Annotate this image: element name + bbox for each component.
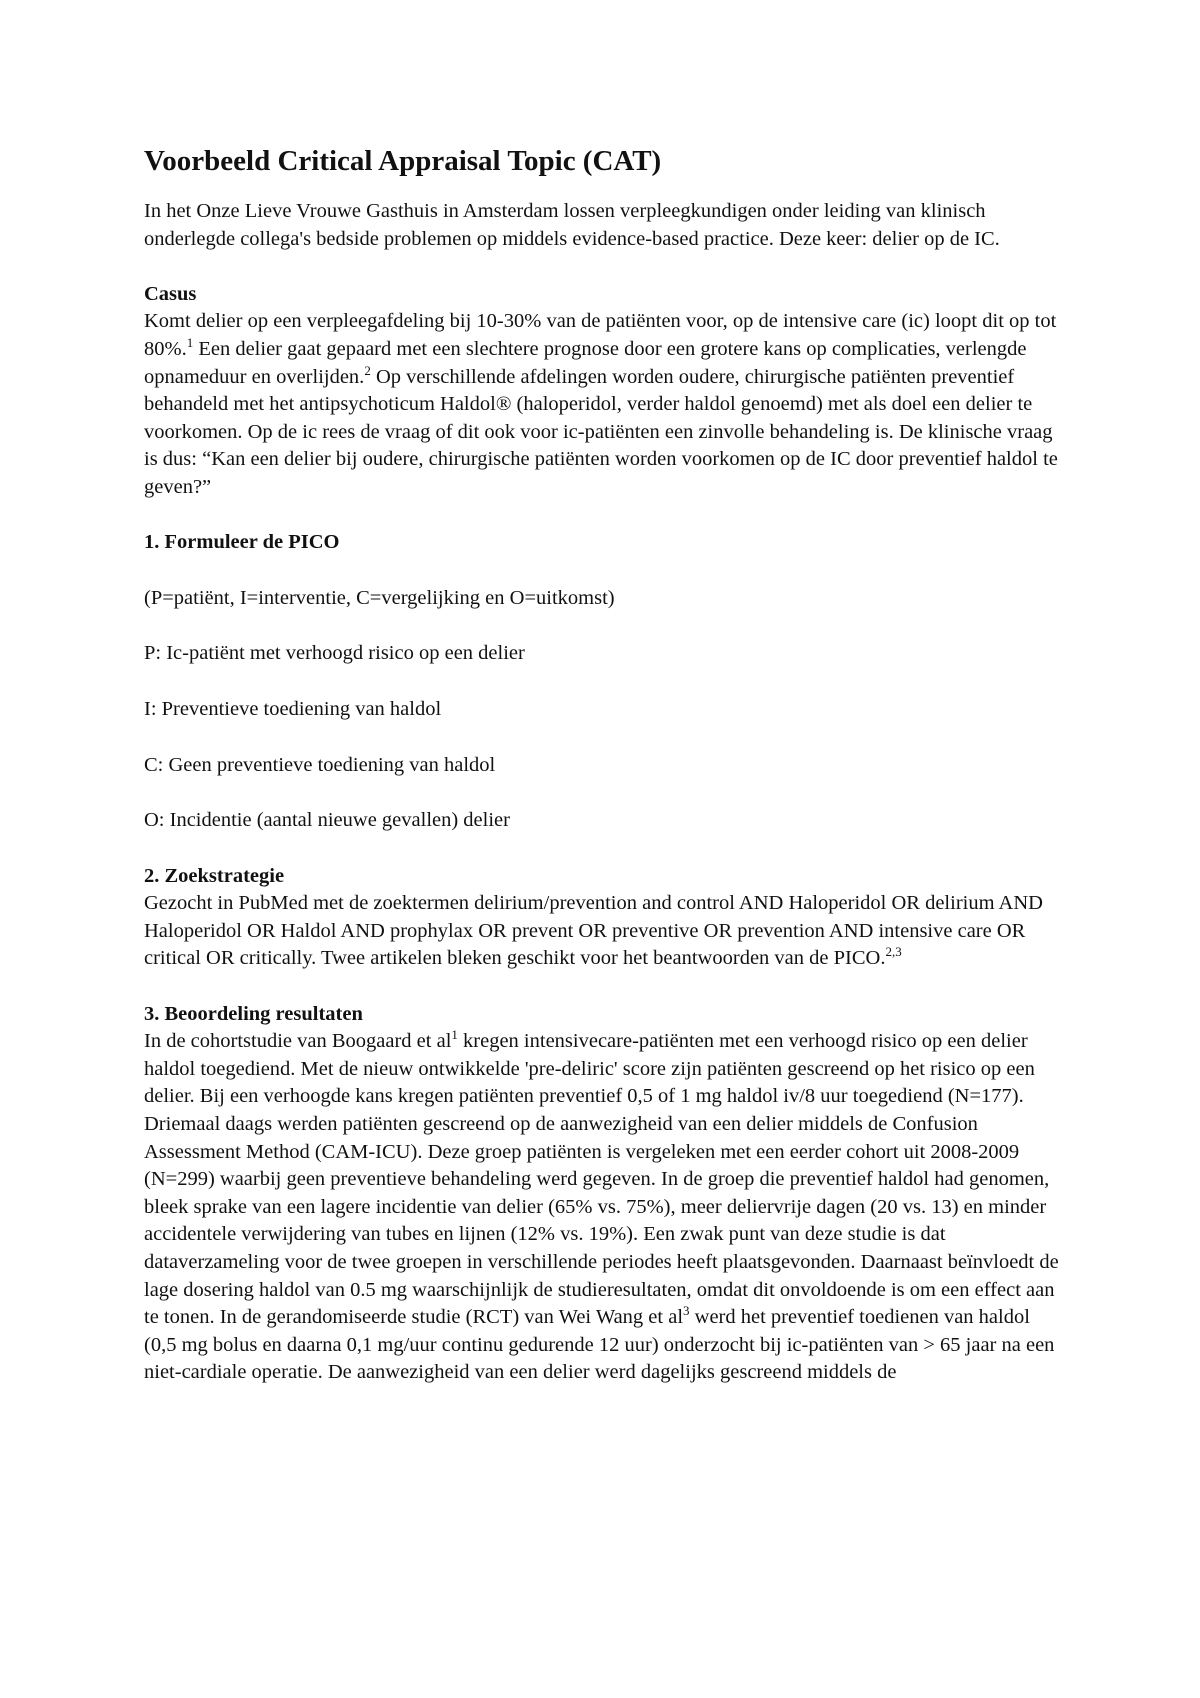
beoordeling-text-1: In de cohortstudie van Boogaard et al — [144, 1030, 452, 1053]
zoekstrategie-paragraph — [144, 890, 1060, 973]
footnote-ref-2: 2 — [364, 362, 371, 378]
document-page — [144, 143, 1060, 1387]
pico-p: P: Ic-patiënt met verhoogd risico op een delier — [144, 642, 525, 665]
footnote-ref-1b: 1 — [451, 1027, 458, 1043]
casus-text-3: Op verschillende afdelingen worden oudere, chirurgische patiënten preventief behandeld met het antipsychoticum Haldol® (haloperidol, verder haldol genoemd) met als doel een delier te voorkomen. Op de ic rees de vraag of dit ook voor ic-patiënten een zinvolle behandeling is. De klinische vraag is dus: “Kan een delier bij oudere, chirurgische patiënten worden voorkomen op de IC door preventief haldol te geven?” — [144, 365, 1058, 498]
footnote-ref-3: 3 — [683, 1303, 690, 1319]
casus-heading: Casus — [144, 282, 197, 305]
beoordeling-text-2: kregen intensivecare-patiënten met een verhoogd risico op een delier haldol toegediend. Met de nieuw ontwikkelde 'pre-deliric' score zijn patiënten gescreend op het risico op een delier. Bij een verhoogde kans kregen patiënten preventief 0,5 of 1 mg haldol iv/8 uur toegediend (N=177). Driemaal daags werden patiënten gescreend op de aanwezigheid van een delier middels de Confusion Assessment Method (CAM-ICU). Deze groep patiënten is vergeleken met een eerder cohort uit 2008-2009 (N=299) waarbij geen preventieve behandeling werd gegeven. In de groep die preventief haldol had genomen, bleek sprake van een lagere incidentie van delier (65% vs. 75%), meer deliervrije dagen (20 vs. 13) en minder accidentele verwijdering van tubes en lijnen (12% vs. 19%). Een zwak punt van deze studie is dat dataverzameling voor de twee groepen in verschillende periodes heeft plaatsgevonden. Daarnaast beïnvloedt de lage dosering haldol van 0.5 mg waarschijnlijk de studieresultaten, omdat dit onvoldoende is om een effect aan te tonen. In de gerandomiseerde studie (RCT) van Wei Wang et al — [144, 1030, 1059, 1329]
casus-paragraph — [144, 308, 1060, 501]
footnote-ref-2-3: 2,3 — [885, 944, 902, 960]
pico-heading: 1. Formuleer de PICO — [144, 531, 340, 554]
footnote-ref-1: 1 — [186, 335, 194, 351]
pico-legend: (P=patiënt, I=interventie, C=vergelijking en O=uitkomst) — [144, 586, 615, 609]
pico-i: I: Preventieve toediening van haldol — [144, 697, 442, 720]
pico-c: C: Geen preventieve toediening van haldol — [144, 753, 496, 776]
beoordeling-heading: 3. Beoordeling resultaten — [144, 1002, 363, 1025]
zoekstrategie-heading: 2. Zoekstrategie — [144, 864, 285, 887]
beoordeling-section — [144, 1001, 1060, 1387]
pico-section — [144, 529, 1060, 835]
intro-paragraph: In het Onze Lieve Vrouwe Gasthuis in Amsterdam lossen verpleegkundigen onder leiding van klinisch onderlegde collega's bedside problemen op middels evidence-based practice. Deze keer: delier op de IC. — [144, 200, 1000, 250]
zoekstrategie-text: Gezocht in PubMed met de zoektermen delirium/prevention and control AND Haloperidol OR delirium AND Haloperidol OR Haldol AND prophylax OR prevent OR preventive OR prevention AND intensive care OR critical OR critically. Twee artikelen bleken geschikt voor het beantwoorden van de PICO. — [144, 892, 1043, 970]
zoekstrategie-section — [144, 863, 1060, 973]
casus-text-2: Een delier gaat gepaard met een slechtere prognose door een grotere kans op complicaties, verlengde opnameduur en overlijden. — [144, 337, 1027, 388]
casus-section — [144, 281, 1060, 502]
pico-o: O: Incidentie (aantal nieuwe gevallen) delier — [144, 809, 510, 832]
beoordeling-text-3: werd het preventief toedienen van haldol (0,5 mg bolus en daarna 0,1 mg/uur continu gedurende 12 uur) onderzocht bij ic-patiënten van > 65 jaar na een niet-cardiale operatie. De aanwezigheid van een delier werd dagelijks gescreend middels de — [144, 1306, 1055, 1384]
casus-text-1: Komt delier op een verpleegafdeling bij 10-30% van de patiënten voor, op de intensive care (ic) loopt dit op tot 80%. — [144, 310, 1057, 360]
page-title: Voorbeeld Critical Appraisal Topic (CAT) — [144, 145, 662, 177]
beoordeling-paragraph — [144, 1028, 1060, 1387]
